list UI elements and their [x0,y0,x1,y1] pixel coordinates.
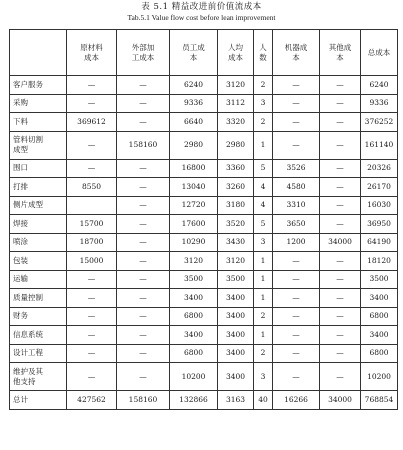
table-cell: — [320,363,361,391]
table-cell: — [117,344,170,363]
table-cell: — [320,252,361,271]
table-header [10,30,398,76]
header-row [10,30,398,76]
table-cell: 3430 [218,233,254,252]
table-cell: — [117,94,170,113]
table-cell: — [320,344,361,363]
row-label: 客户服务 [10,76,67,95]
table-title-chinese: 表 5.1 精益改进前价值流成本 [141,2,262,12]
table-cell: 9336 [361,94,398,113]
total-row [10,391,398,410]
table-cell: — [273,131,320,159]
table-cell: — [273,270,320,289]
cost-table [9,29,398,410]
header-cell: 机器成 本 [273,30,320,76]
header-cell: 人均 成本 [218,30,254,76]
table-cell: — [320,131,361,159]
table-cell: 3360 [218,159,254,178]
table-cell: 3400 [218,344,254,363]
table-cell: — [320,94,361,113]
row-label: 打排 [10,178,67,197]
row-label: 采购 [10,94,67,113]
table-cell: 16800 [170,159,218,178]
table-cell: 376252 [361,113,398,132]
table-cell: 34000 [320,391,361,410]
table-cell: — [117,307,170,326]
row-label: 包装 [10,252,67,271]
table-cell: 1 [254,289,273,308]
table-cell: — [273,289,320,308]
row-label: 围口 [10,159,67,178]
table-cell: 2980 [170,131,218,159]
table-cell: 10200 [361,363,398,391]
header-cell-blank [10,30,67,76]
table-cell: 2 [254,307,273,326]
table-title-english: Tab.5.1 Value flow cost before lean improvement [127,13,276,22]
table-cell: 15000 [67,252,117,271]
table-cell: — [67,307,117,326]
table-cell: 36950 [361,215,398,234]
table-cell: 1 [254,131,273,159]
table-cell: — [320,270,361,289]
table-cell: 3 [254,233,273,252]
table-cell: 18120 [361,252,398,271]
table-cell: 15700 [67,215,117,234]
row-label: 设计工程 [10,344,67,363]
table-cell: — [117,233,170,252]
table-cell: 6240 [361,76,398,95]
table-row [10,307,398,326]
table-cell: 3163 [218,391,254,410]
table-cell: 3120 [170,252,218,271]
table-cell: — [273,94,320,113]
table-row [10,159,398,178]
table-cell: 132866 [170,391,218,410]
table-cell: 16030 [361,196,398,215]
table-cell: — [67,131,117,159]
header-cell: 总成本 [361,30,398,76]
table-cell: — [273,363,320,391]
table-row [10,94,398,113]
table-body [10,76,398,410]
row-label: 信息系统 [10,326,67,345]
table-cell: — [67,94,117,113]
table-cell: 3650 [273,215,320,234]
table-cell: — [273,113,320,132]
table-cell: — [117,326,170,345]
table-cell: 26170 [361,178,398,197]
row-label: 下料 [10,113,67,132]
table-cell: 2 [254,113,273,132]
table-cell: 3400 [170,326,218,345]
row-label: 焊接 [10,215,67,234]
table-cell: 2 [254,344,273,363]
table-row [10,215,398,234]
header-cell: 员工成 本 [170,30,218,76]
row-label: 财务 [10,307,67,326]
table-cell: 34000 [320,233,361,252]
table-cell: 6240 [170,76,218,95]
header-cell: 外部加 工成本 [117,30,170,76]
table-cell: 3260 [218,178,254,197]
table-cell: 158160 [117,391,170,410]
table-cell: 3400 [361,326,398,345]
table-cell: 6640 [170,113,218,132]
table-cell: — [117,215,170,234]
table-cell: — [320,326,361,345]
table-cell: — [67,363,117,391]
table-cell: 4580 [273,178,320,197]
table-row [10,113,398,132]
table-cell: — [320,307,361,326]
table-row [10,289,398,308]
table-cell: 64190 [361,233,398,252]
table-cell: 13040 [170,178,218,197]
table-cell: 3180 [218,196,254,215]
table-cell: — [320,215,361,234]
table-cell: 3320 [218,113,254,132]
table-cell: — [117,289,170,308]
table-cell: 6800 [170,307,218,326]
table-cell: — [273,307,320,326]
table-row [10,252,398,271]
row-label: 运输 [10,270,67,289]
table-cell: 1200 [273,233,320,252]
table-cell: — [117,113,170,132]
table-cell: 3400 [218,363,254,391]
table-cell: 2980 [218,131,254,159]
header-cell: 其他成 本 [320,30,361,76]
table-row [10,178,398,197]
table-cell: — [273,344,320,363]
table-cell: — [117,252,170,271]
table-cell: 427562 [67,391,117,410]
table-cell: 6800 [170,344,218,363]
table-cell: 4 [254,196,273,215]
table-cell: — [320,178,361,197]
table-cell: 369612 [67,113,117,132]
table-row [10,196,398,215]
table-cell: — [117,363,170,391]
header-cell: 原材料 成本 [67,30,117,76]
table-cell: 5 [254,159,273,178]
table-cell: 3520 [218,215,254,234]
table-row [10,233,398,252]
table-cell: — [67,159,117,178]
table-cell: 6800 [361,344,398,363]
table-cell: 3500 [170,270,218,289]
table-cell: — [320,159,361,178]
table-cell: 3 [254,363,273,391]
table-cell: 10290 [170,233,218,252]
table-cell: 161140 [361,131,398,159]
table-cell: 3120 [218,252,254,271]
table-cell: 4 [254,178,273,197]
table-cell: 9336 [170,94,218,113]
table-cell: — [320,289,361,308]
table-cell: 1 [254,326,273,345]
table-cell: 3400 [218,326,254,345]
table-cell: 3400 [361,289,398,308]
header-cell: 人 数 [254,30,273,76]
table-cell: 3112 [218,94,254,113]
table-row [10,363,398,391]
table-cell: — [320,196,361,215]
caption [0,0,403,23]
row-label: 维护及其 他支持 [10,363,67,391]
table-row [10,131,398,159]
table-cell: 3400 [170,289,218,308]
row-label: 总计 [10,391,67,410]
row-label: 质量控制 [10,289,67,308]
table-row [10,76,398,95]
table-cell: — [117,76,170,95]
table-cell: 3120 [218,76,254,95]
table-cell: — [320,76,361,95]
table-cell: 2 [254,76,273,95]
table-cell: — [117,159,170,178]
table-cell: — [117,196,170,215]
table-cell: 8550 [67,178,117,197]
table-row [10,344,398,363]
table-cell [67,196,117,215]
table-cell: 40 [254,391,273,410]
row-label: 喷涂 [10,233,67,252]
table-cell: 20326 [361,159,398,178]
table-cell: — [273,252,320,271]
table-cell: 3526 [273,159,320,178]
table-cell: — [117,178,170,197]
table-cell: — [67,76,117,95]
table-cell: 5 [254,215,273,234]
table-cell: 6800 [361,307,398,326]
table-cell: — [320,113,361,132]
table-cell: 18700 [67,233,117,252]
table-cell: — [67,326,117,345]
table-row [10,270,398,289]
table-cell: 158160 [117,131,170,159]
table-cell: — [67,289,117,308]
table-cell: 10200 [170,363,218,391]
row-label: 侧片成型 [10,196,67,215]
table-cell: 16266 [273,391,320,410]
table-cell: 3400 [218,307,254,326]
table-cell: — [273,76,320,95]
table-cell: 3500 [361,270,398,289]
table-cell: 3500 [218,270,254,289]
table-cell: 1 [254,252,273,271]
table-cell: — [67,344,117,363]
table-cell: — [273,326,320,345]
row-label: 管料切割 成型 [10,131,67,159]
table-cell: 3310 [273,196,320,215]
table-cell: 17600 [170,215,218,234]
table-cell: — [117,270,170,289]
table-cell: 768854 [361,391,398,410]
table-cell: 3400 [218,289,254,308]
table-cell: 12720 [170,196,218,215]
table-cell: 1 [254,270,273,289]
table-cell: — [67,270,117,289]
table-cell: 3 [254,94,273,113]
table-row [10,326,398,345]
